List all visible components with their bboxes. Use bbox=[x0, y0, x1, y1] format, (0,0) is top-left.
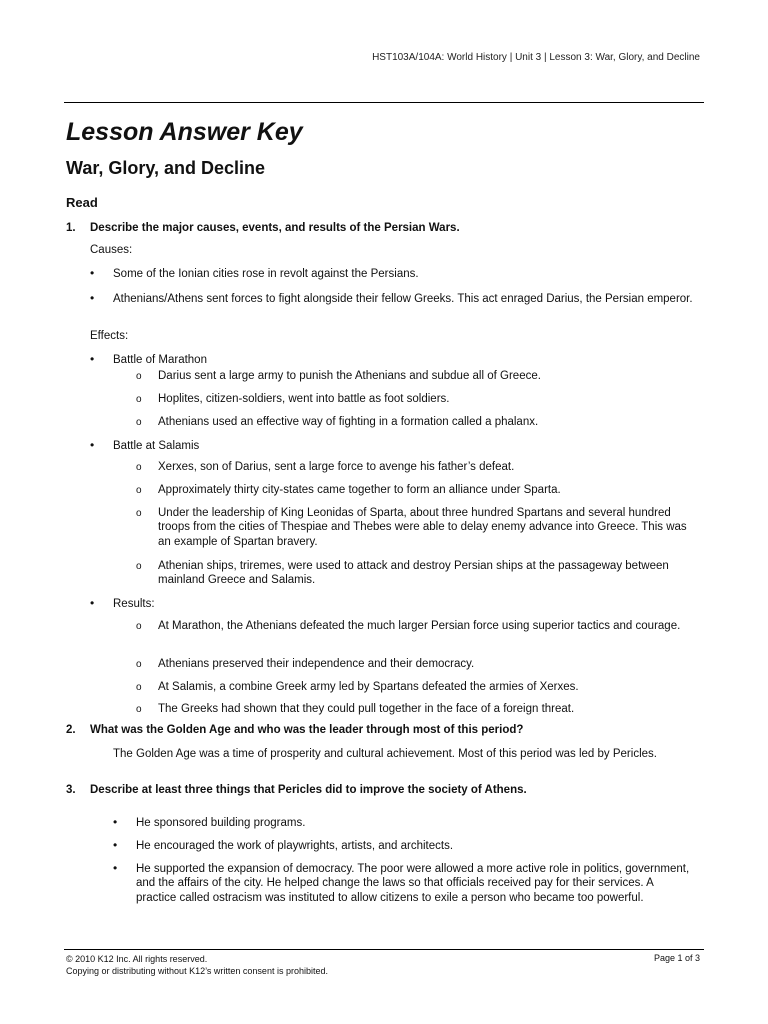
page-subtitle: War, Glory, and Decline bbox=[66, 158, 266, 178]
sub-bullet-icon: o bbox=[136, 371, 142, 382]
bullet-icon: • bbox=[90, 266, 95, 280]
list-item: Athenians used an effective way of fighting in a formation called a phalanx. bbox=[158, 416, 539, 428]
bullet-icon: • bbox=[90, 438, 95, 452]
footer-copyright bbox=[66, 953, 328, 977]
sub-bullet-icon: o bbox=[136, 621, 142, 632]
sub-bullet-icon: o bbox=[136, 682, 142, 693]
sub-bullet-icon: o bbox=[136, 417, 142, 428]
footer-rule bbox=[64, 949, 704, 950]
list-item: The Greeks had shown that they could pull together in the face of a foreign threat. bbox=[158, 703, 575, 715]
list-item: Approximately thirty city-states came together to form an alliance under Sparta. bbox=[158, 484, 561, 496]
bullet-icon: • bbox=[90, 596, 95, 610]
question-number: 3. bbox=[66, 784, 76, 796]
question-text: What was the Golden Age and who was the leader through most of this period? bbox=[90, 724, 524, 736]
list-item: He supported the expansion of democracy. The poor were allowed a more active role in politics, government, and the affairs of the city. He helped change the laws so that officials received pay for their services. A practice called ostracism was instituted to allow citizens to exile a person who became too powerful. bbox=[136, 863, 690, 904]
list-item: He sponsored building programs. bbox=[136, 817, 306, 829]
section-heading: Read bbox=[66, 195, 98, 210]
sub-bullet-icon: o bbox=[136, 462, 142, 473]
header-rule bbox=[64, 102, 704, 103]
list-item: Hoplites, citizen-soldiers, went into battle as foot soldiers. bbox=[158, 393, 450, 405]
bullet-icon: • bbox=[113, 838, 118, 852]
page-number: Page 1 of 3 bbox=[653, 953, 700, 963]
salamis-label: Battle at Salamis bbox=[113, 440, 200, 452]
causes-label: Causes: bbox=[90, 244, 133, 256]
list-item: Athenians preserved their independence and their democracy. bbox=[158, 658, 475, 670]
list-item: Athenians/Athens sent forces to fight alongside their fellow Greeks. This act enraged Darius, the Persian emperor. bbox=[113, 293, 693, 305]
list-item: Under the leadership of King Leonidas of Sparta, about three hundred Spartans and several hundred troops from the cities of Thespiae and Thebes were able to delay enemy advance into Greece. This was an example of Spartan bravery. bbox=[158, 507, 687, 548]
sub-bullet-icon: o bbox=[136, 508, 142, 519]
answer-text: The Golden Age was a time of prosperity and cultural achievement. Most of this period was led by Pericles. bbox=[113, 748, 657, 760]
bullet-icon: • bbox=[113, 861, 118, 875]
question-text: Describe the major causes, events, and results of the Persian Wars. bbox=[90, 222, 460, 234]
sub-bullet-icon: o bbox=[136, 485, 142, 496]
question-text: Describe at least three things that Pericles did to improve the society of Athens. bbox=[90, 784, 527, 796]
question-1 bbox=[66, 222, 460, 234]
sub-bullet-icon: o bbox=[136, 659, 142, 670]
page-title: Lesson Answer Key bbox=[66, 118, 303, 146]
bullet-icon: • bbox=[90, 291, 95, 305]
sub-bullet-icon: o bbox=[136, 561, 142, 572]
list-item: At Marathon, the Athenians defeated the much larger Persian force using superior tactics and courage. bbox=[158, 620, 681, 632]
copyright-text: © 2010 K12 Inc. All rights reserved. bbox=[66, 954, 208, 964]
copyright-notice: Copying or distributing without K12’s written consent is prohibited. bbox=[66, 966, 328, 976]
list-item: He encouraged the work of playwrights, artists, and architects. bbox=[136, 840, 454, 852]
list-item: Darius sent a large army to punish the Athenians and subdue all of Greece. bbox=[158, 370, 541, 382]
question-number: 1. bbox=[66, 222, 76, 234]
list-item: Xerxes, son of Darius, sent a large force to avenge his father’s defeat. bbox=[158, 461, 515, 473]
sub-bullet-icon: o bbox=[136, 394, 142, 405]
question-number: 2. bbox=[66, 724, 76, 736]
bullet-icon: • bbox=[113, 815, 118, 829]
effects-label: Effects: bbox=[90, 330, 129, 342]
sub-bullet-icon: o bbox=[136, 704, 142, 715]
list-item: At Salamis, a combine Greek army led by Spartans defeated the armies of Xerxes. bbox=[158, 681, 579, 693]
question-3 bbox=[66, 784, 527, 796]
marathon-label: Battle of Marathon bbox=[113, 354, 207, 366]
bullet-icon: • bbox=[90, 352, 95, 366]
results-label: Results: bbox=[113, 598, 155, 610]
question-2 bbox=[66, 724, 523, 736]
list-item: Some of the Ionian cities rose in revolt against the Persians. bbox=[113, 268, 419, 280]
running-header: HST103A/104A: World History | Unit 3 | Lesson 3: War, Glory, and Decline bbox=[372, 52, 700, 63]
list-item: Athenian ships, triremes, were used to attack and destroy Persian ships at the passageway between mainland Greece and Salamis. bbox=[158, 560, 669, 587]
